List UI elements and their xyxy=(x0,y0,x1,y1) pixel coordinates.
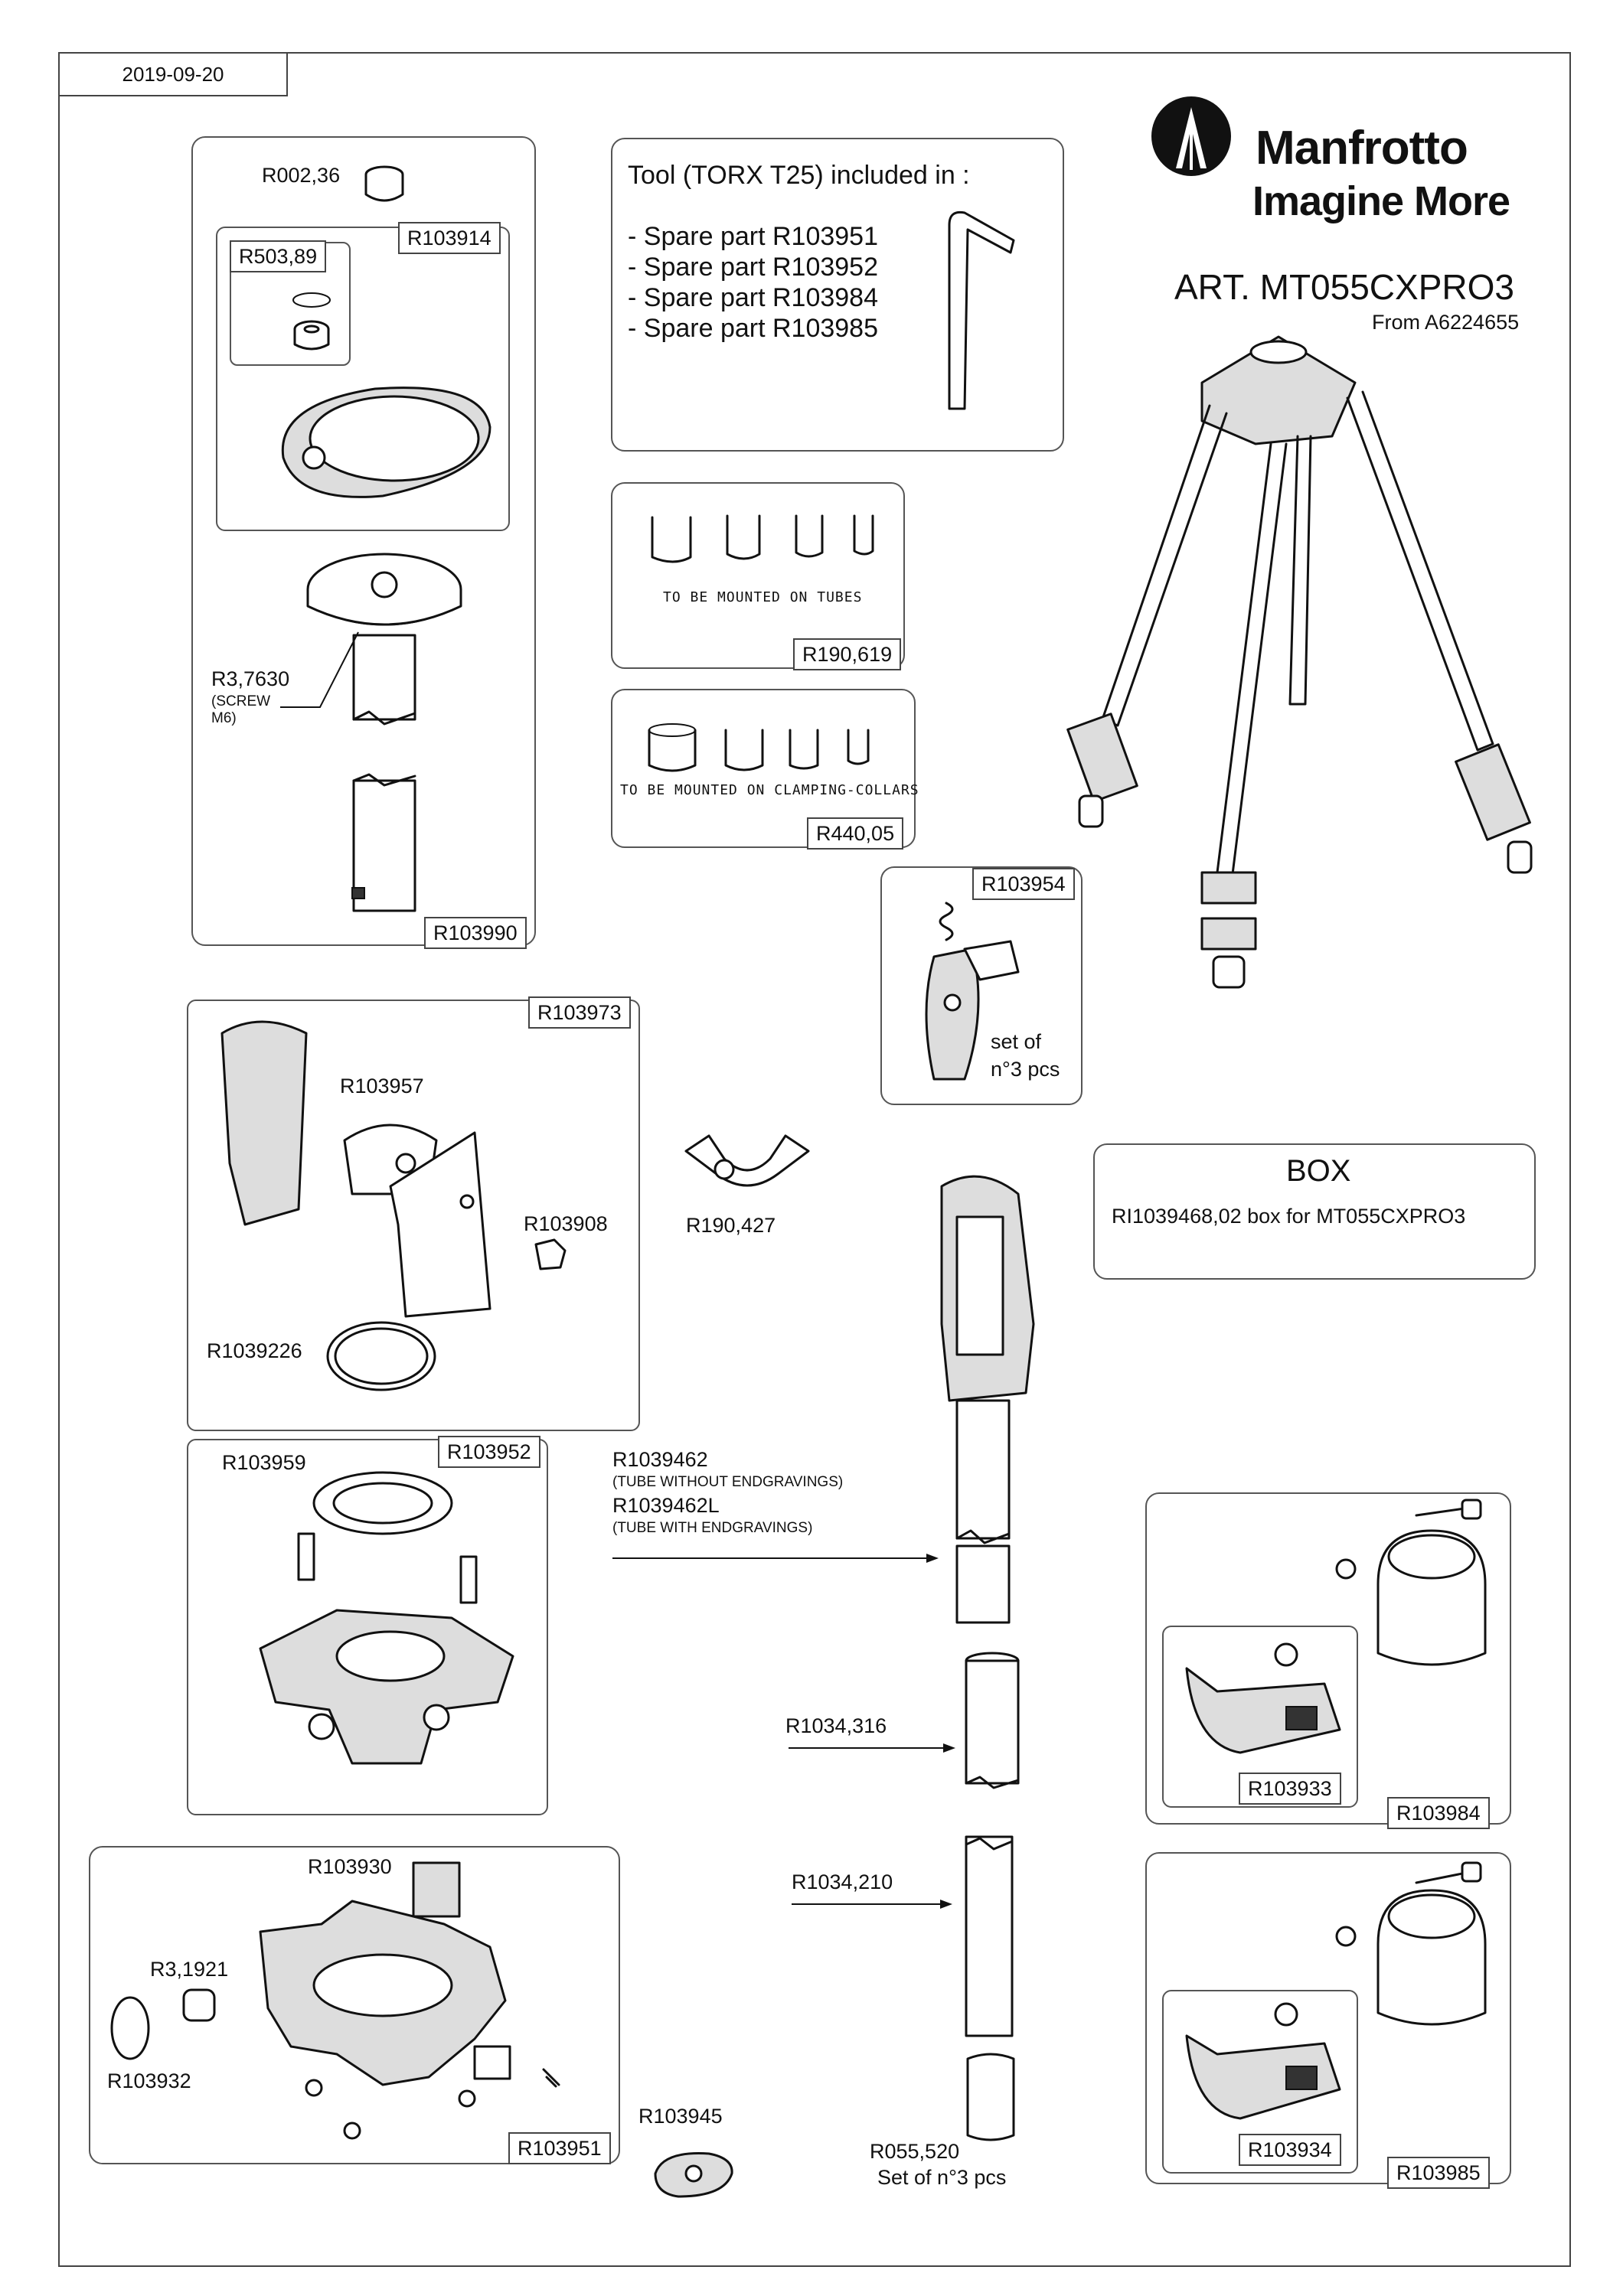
part-label-r055-520: R055,520 xyxy=(870,2140,960,2163)
tag-r440-05: R440,05 xyxy=(807,817,903,850)
part-label-r3-1921: R3,1921 xyxy=(150,1958,229,1981)
tag-r103985: R103985 xyxy=(1387,2157,1490,2189)
tag-r103952: R103952 xyxy=(438,1436,540,1468)
part-label-r103932: R103932 xyxy=(107,2069,191,2092)
part-label-r3-7630: R3,7630 xyxy=(211,667,290,690)
tag-r103954: R103954 xyxy=(972,868,1075,900)
part-label-r190-427: R190,427 xyxy=(686,1214,776,1237)
part-note-tube-with: (TUBE WITH ENDGRAVINGS) xyxy=(612,1520,813,1536)
part-label-r1039226: R1039226 xyxy=(207,1339,302,1362)
part-label-r1034-210: R1034,210 xyxy=(792,1870,893,1893)
note-set-of-pcs: n°3 pcs xyxy=(991,1058,1060,1081)
box-description: RI1039468,02 box for MT055CXPRO3 xyxy=(1112,1205,1466,1228)
brand-slogan: Imagine More xyxy=(1252,178,1510,224)
tag-r103933: R103933 xyxy=(1239,1773,1341,1805)
part-label-r103957: R103957 xyxy=(340,1075,424,1097)
tool-item-2: - Spare part R103952 xyxy=(628,253,878,282)
tag-r103914: R103914 xyxy=(398,222,501,254)
box-title: BOX xyxy=(1286,1154,1351,1188)
article-title: ART. MT055CXPRO3 xyxy=(1174,267,1514,307)
brand-name: Manfrotto xyxy=(1256,122,1468,174)
part-label-r1039462: R1039462 xyxy=(612,1448,708,1471)
tool-item-4: - Spare part R103985 xyxy=(628,314,878,343)
knob-r103945-icon xyxy=(648,2143,740,2204)
lever-r103933-icon xyxy=(1171,1638,1347,1768)
note-set-of: set of xyxy=(991,1030,1042,1053)
part-label-r002-36: R002,36 xyxy=(262,164,341,187)
part-note-m6: M6) xyxy=(211,710,237,726)
tag-r103951: R103951 xyxy=(508,2132,611,2164)
tag-r103984: R103984 xyxy=(1387,1797,1490,1829)
note-mounted-tubes: TO BE MOUNTED ON TUBES xyxy=(663,589,863,605)
tag-r103973: R103973 xyxy=(528,996,631,1029)
note-mounted-collars: TO BE MOUNTED ON CLAMPING-COLLARS xyxy=(620,782,919,798)
tag-r503-89: R503,89 xyxy=(230,240,326,272)
tool-item-3: - Spare part R103984 xyxy=(628,283,878,312)
lever-r103934-icon xyxy=(1171,1998,1347,2128)
tool-title: Tool (TORX T25) included in : xyxy=(628,161,970,190)
from-serial: From A6224655 xyxy=(1372,311,1520,334)
part-label-r103959: R103959 xyxy=(222,1451,306,1474)
tool-item-1: - Spare part R103951 xyxy=(628,222,878,251)
tag-r190-619: R190,619 xyxy=(793,638,901,670)
tag-r103934: R103934 xyxy=(1239,2134,1341,2166)
tag-r103990: R103990 xyxy=(424,917,527,949)
leg-tube-icon xyxy=(919,1171,1072,2166)
date-box: 2019-09-20 xyxy=(58,52,288,96)
spider-r103951-icon xyxy=(107,1855,582,2146)
part-label-r103908: R103908 xyxy=(524,1212,608,1235)
note-set-of-pcs-feet: Set of n°3 pcs xyxy=(877,2166,1007,2189)
part-label-r1034-316: R1034,316 xyxy=(785,1714,887,1737)
part-label-r1039462l: R1039462L xyxy=(612,1494,720,1517)
part-label-r103930: R103930 xyxy=(308,1855,392,1878)
part-label-r103945: R103945 xyxy=(638,2105,723,2128)
part-note-tube-without: (TUBE WITHOUT ENDGRAVINGS) xyxy=(612,1474,844,1490)
part-note-screw: (SCREW xyxy=(211,693,271,709)
